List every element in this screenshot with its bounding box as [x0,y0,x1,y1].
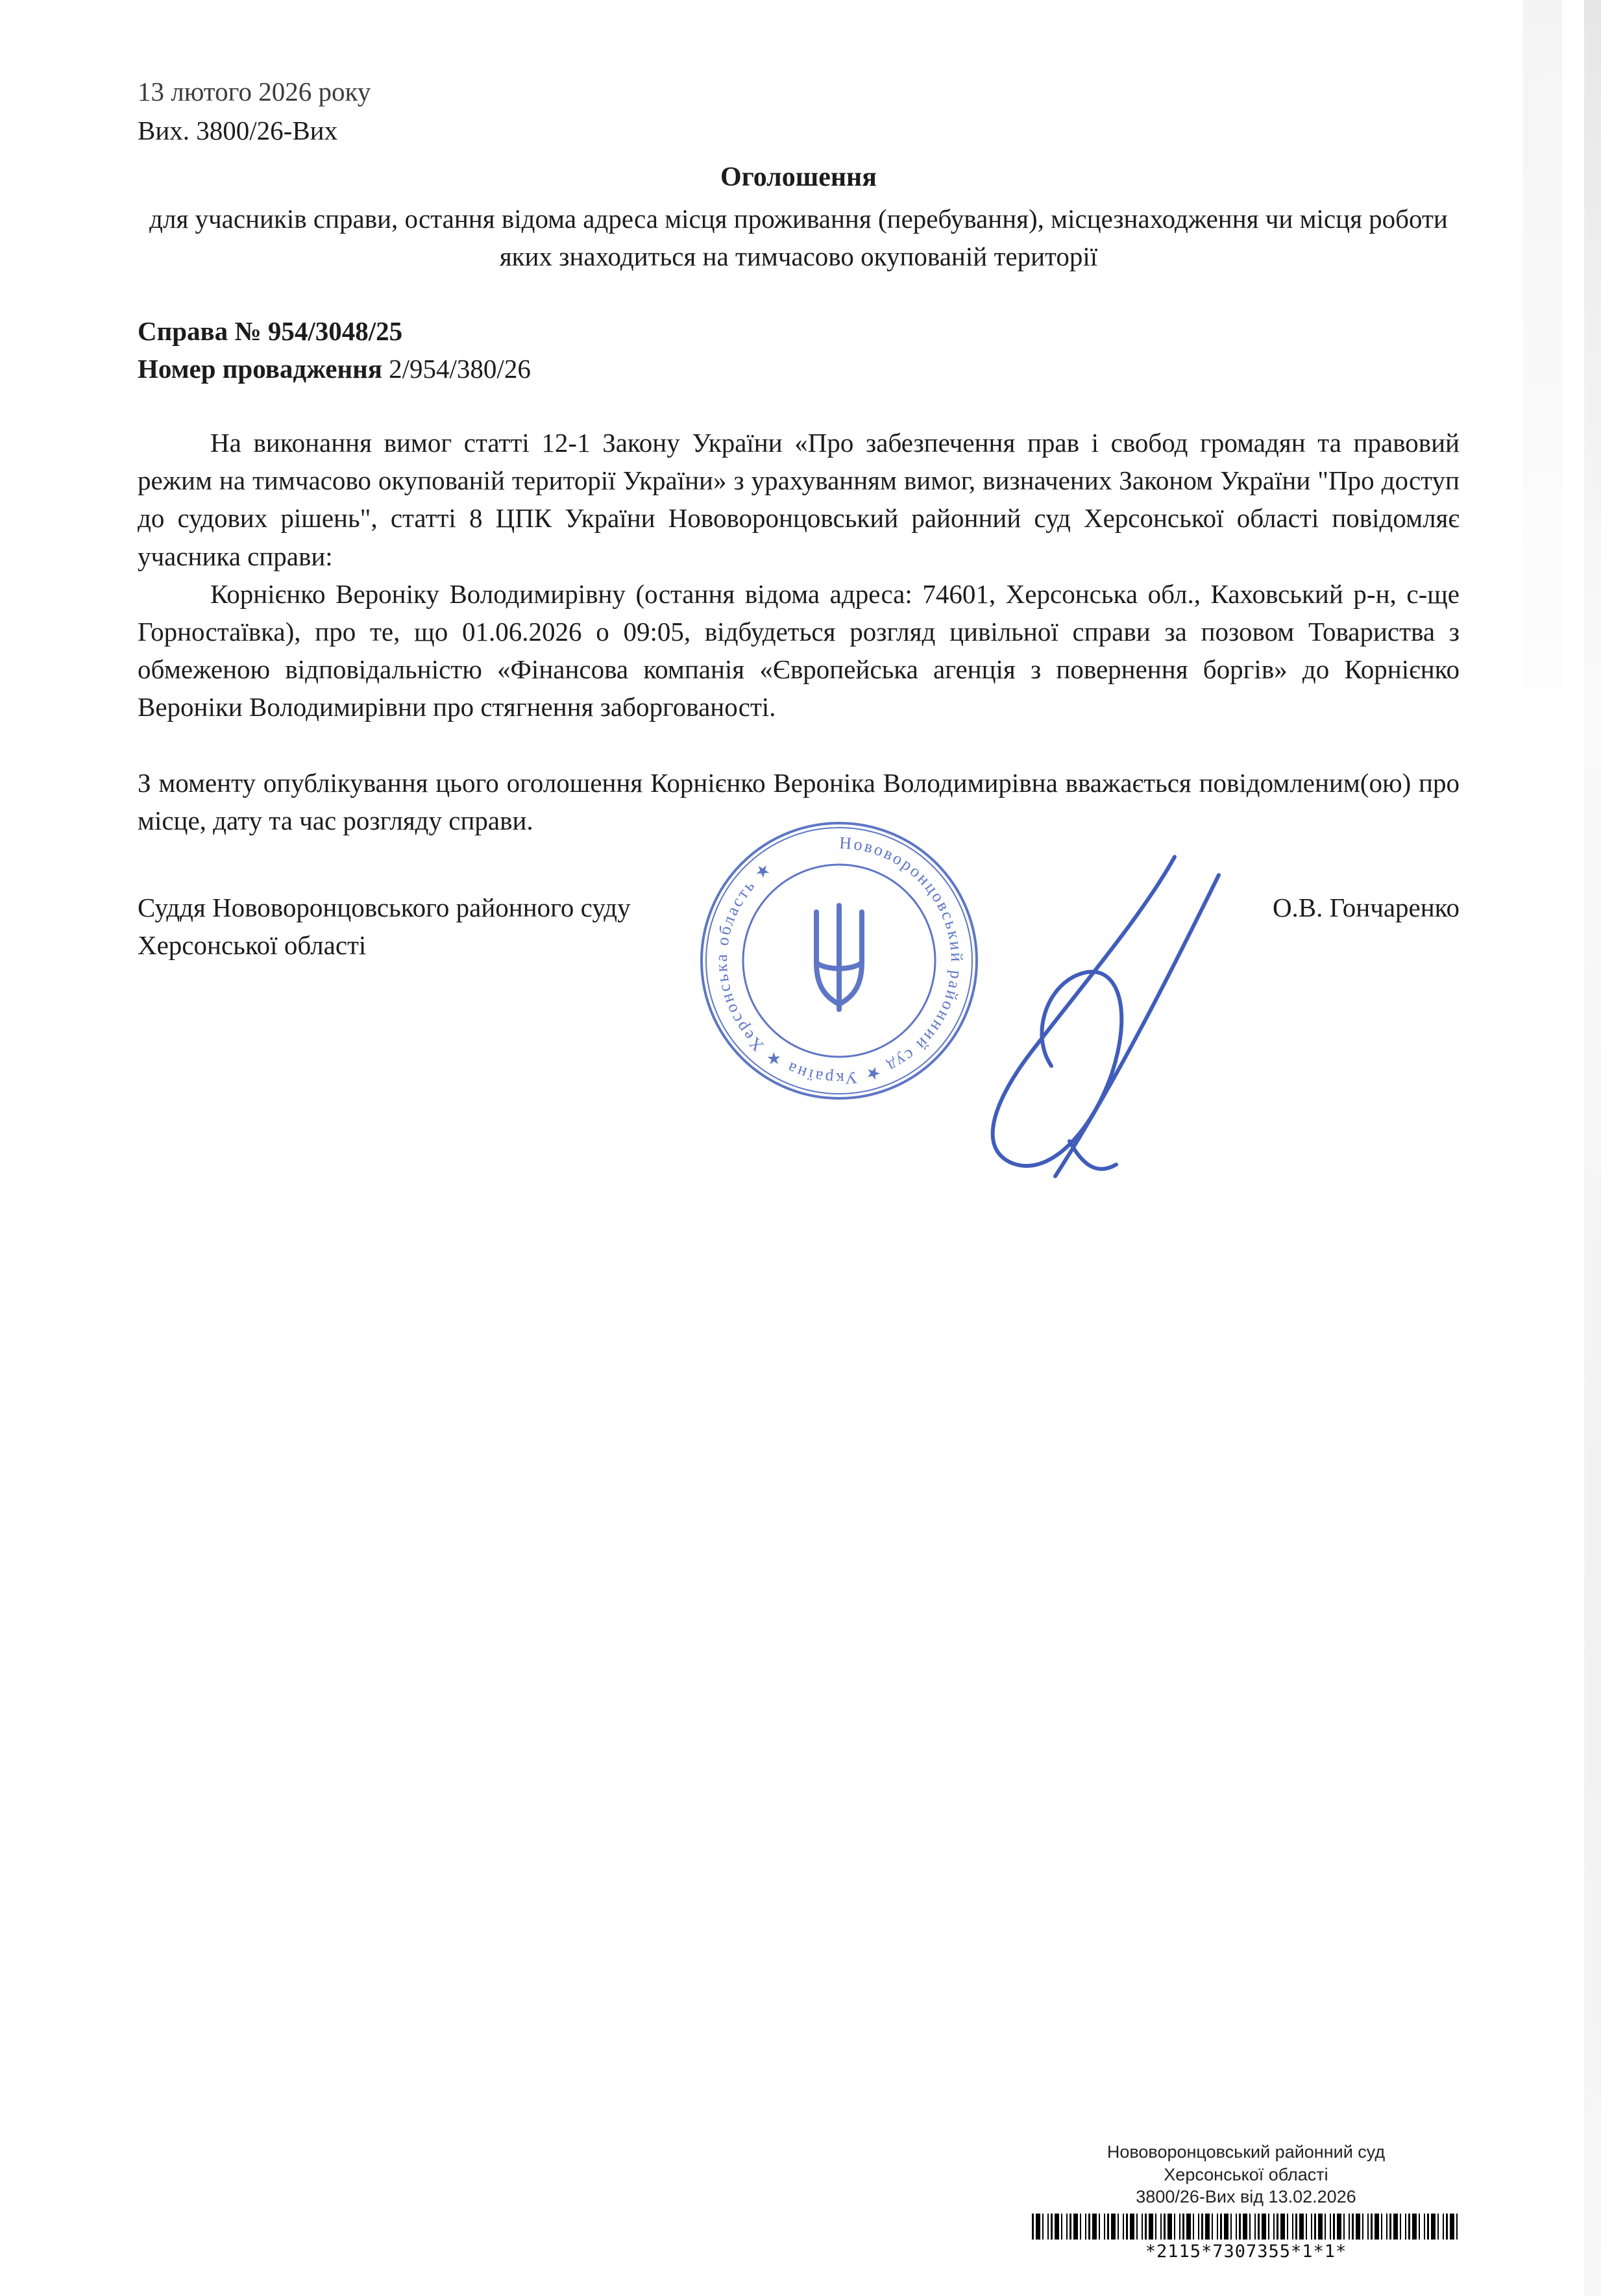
registration-footer [1012,2141,1480,2263]
outgoing-number: Вих. 3800/26-Вих [138,116,338,146]
document-subtitle: для учасників справи, остання відома адреса місця проживання (перебування), місцезнаходження чи місця роботи яких знаходиться на тимчасово окупованій території [149,204,1448,272]
signature-block [138,889,1460,964]
footer-court-region: Херсонської області [1164,2164,1328,2184]
footer-court-name: Нововоронцовський районний суд [1106,2142,1386,2162]
judge-title-line2: Херсонської області [138,930,367,961]
judge-title [138,889,631,964]
document-title: Оголошення [720,162,877,193]
proceeding-number-value: 2/954/380/26 [389,353,531,384]
barcode [1032,2214,1460,2240]
document-date: 13 лютого 2026 року [138,77,371,106]
case-info-block [138,312,1460,388]
case-number-line [138,312,1460,350]
stamp-circular-text: Нововоронцовський районний суд ★ Україна ★ Херсонська область ★ [711,833,967,1089]
paragraph-publication-note: З моменту опублікування цього оголошення Корнієнко Вероніка Володимирівна вважається повідомленим(ою) про місце, дату та час розгляду справи. [138,767,1460,835]
barcode-text: *2115*7307355*1*1* [1145,2241,1347,2262]
paragraph-legal-basis: На виконання вимог статті 12-1 Закону України «Про забезпечення прав і свобод громадян та правовий режим на тимчасово окупованій території України» з урахуванням вимог, визначених Законом України "Про доступ до судових рішень", статті 8 ЦПК України Нововоронцовський районний суд Херсонської області повідомляє учасника справи: [138,427,1460,571]
case-number-label: Справа № [138,315,262,346]
judge-title-line1: Суддя Нововоронцовського районного суду [138,893,631,923]
judge-name: О.В. Гончаренко [1272,893,1460,923]
paragraph-hearing-notice: Корнієнко Вероніку Володимирівну (остання відома адреса: 74601, Херсонська обл., Каховський р-н, с-ще Горностаївка), про те, що 01.06.2026 о 09:05, відбудеться розгляд цивільної справи за позовом Товариства з обмеженою відповідальністю «Фінансова компанія «Європейська агенція з повернення боргів» до Корнієнко Вероніки Володимирівни про стягнення заборгованості. [138,578,1460,722]
proceeding-number-line [138,350,1460,388]
proceeding-number-label: Номер провадження [138,353,382,384]
case-number-value: 954/3048/25 [267,315,403,346]
document-body [0,0,1601,965]
footer-registration-number: 3800/26-Вих від 13.02.2026 [1136,2187,1356,2207]
